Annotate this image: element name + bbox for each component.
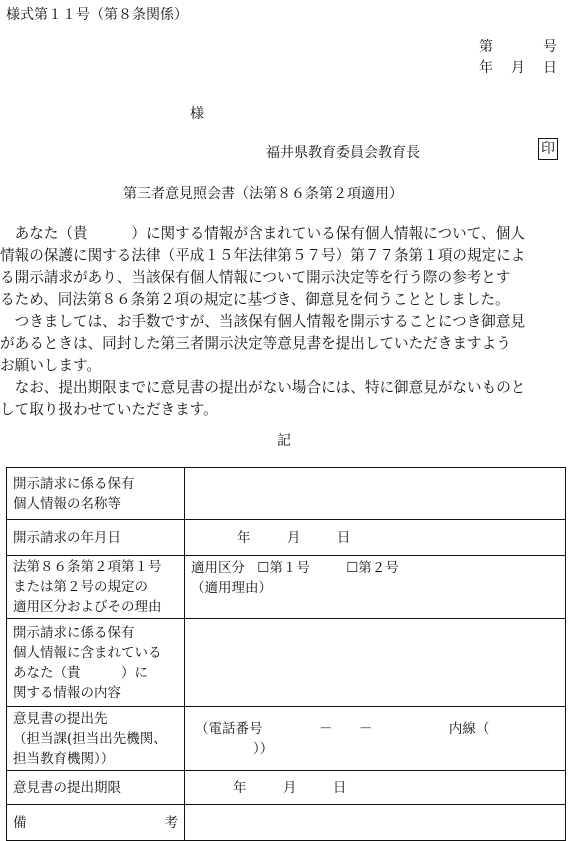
- sender-name: 福井県教育委員会教育長: [266, 145, 420, 161]
- reason-label: （適用理由）: [191, 580, 272, 596]
- date-day: 日: [336, 529, 351, 546]
- category-line: [191, 558, 565, 578]
- name-field[interactable]: [185, 468, 566, 520]
- submission-contact-field[interactable]: [185, 707, 566, 771]
- table-row: [7, 707, 566, 771]
- body-line: つきましては、お手数ですが、当該保有個人情報を開示することにつき御意見: [0, 313, 526, 330]
- details-table: [6, 467, 566, 841]
- body-line: る開示請求があり、当該保有個人情報について開示決定等を行う際の参考とす: [0, 269, 511, 286]
- table-row: [7, 619, 566, 707]
- body-line: があるときは、同封した第三者開示決定等意見書を提出していただきますよう: [0, 335, 511, 352]
- phone-dash: －: [358, 720, 373, 737]
- number-prefix: 第: [479, 39, 493, 55]
- body-line: 情報の保護に関する法律（平成１５年法律第５７号）第７７条第１項の規定によ: [0, 247, 526, 264]
- category-label: 適用区分: [191, 560, 245, 576]
- form-number: 様式第１１号（第８条関係）: [6, 7, 188, 23]
- label-line: 開示請求の年月日: [13, 529, 121, 546]
- row-label: [7, 771, 185, 805]
- remarks-field[interactable]: [185, 805, 566, 841]
- label-line: 開示請求に係る保有: [13, 624, 135, 641]
- document-date: [479, 57, 557, 77]
- label-line: （担当課(担当出先機関、: [13, 730, 167, 747]
- option-2-checkbox[interactable]: ☐第２号: [346, 560, 399, 576]
- seal-mark: 印: [538, 138, 558, 160]
- body-line: して取り扱わせていただきます。: [0, 401, 218, 418]
- label-line: あなた（貴 ）に: [13, 664, 148, 681]
- date-month: 月: [282, 779, 297, 796]
- body-line: あなた（貴 ）に関する情報が含まれている保有個人情報について、個人: [0, 225, 525, 242]
- row-label: [7, 619, 185, 707]
- table-row: [7, 805, 566, 841]
- row-label: [7, 520, 185, 556]
- table-row: [7, 520, 566, 556]
- label-line: 個人情報の名称等: [13, 495, 121, 512]
- label-line: 法第８６条第２項第１号: [13, 559, 162, 575]
- date-month: 月: [511, 60, 525, 76]
- request-date-field[interactable]: [185, 520, 566, 556]
- body-line: るため、同法第８６条第２項の規定に基づき、御意見を伺うこととしました。: [0, 291, 510, 308]
- label-line: 関する情報の内容: [13, 684, 121, 701]
- label-line: [13, 813, 178, 833]
- label-line: 担当教育機関））: [13, 750, 115, 767]
- label-line: 個人情報に含まれている: [13, 644, 162, 661]
- document-title: 第三者意見照会書（法第８６条第２項適用）: [123, 186, 403, 202]
- body-text: [0, 223, 570, 421]
- table-row: [7, 468, 566, 520]
- date-year: 年: [233, 779, 247, 796]
- closing-bracket: ））: [253, 740, 274, 757]
- date-year: 年: [479, 60, 493, 76]
- number-suffix: 号: [543, 39, 557, 55]
- table-row: [7, 556, 566, 619]
- row-label: [7, 556, 185, 619]
- date-month: 月: [286, 529, 301, 546]
- table-row: [7, 771, 566, 805]
- body-line: お願いします。: [0, 357, 101, 374]
- remarks-char: 考: [164, 814, 178, 831]
- row-label: [7, 805, 185, 841]
- phone-dash: －: [318, 720, 333, 737]
- category-field: [185, 556, 566, 619]
- date-day: 日: [332, 779, 347, 796]
- addressee-suffix: 様: [190, 106, 204, 122]
- row-label: [7, 468, 185, 520]
- label-line: 意見書の提出先: [13, 710, 108, 727]
- ki-heading: 記: [277, 433, 291, 449]
- remarks-char: 備: [13, 814, 27, 831]
- date-year: 年: [237, 529, 251, 546]
- label-line: 開示請求に係る保有: [13, 475, 135, 492]
- extension-label: 内線（: [448, 720, 490, 737]
- label-line: 意見書の提出期限: [13, 779, 121, 796]
- label-line: 適用区分およびその理由: [13, 599, 162, 615]
- row-label: [7, 707, 185, 771]
- deadline-field[interactable]: [185, 771, 566, 805]
- document-number: [479, 36, 557, 56]
- date-day: 日: [543, 60, 557, 76]
- label-line: または第２号の規定の: [13, 579, 148, 595]
- body-line: なお、提出期限までに意見書の提出がない場合には、特に御意見がないものと: [0, 379, 526, 396]
- option-1-checkbox[interactable]: ☐第１号: [257, 560, 310, 576]
- info-content-field[interactable]: [185, 619, 566, 707]
- phone-label: （電話番号: [195, 720, 263, 737]
